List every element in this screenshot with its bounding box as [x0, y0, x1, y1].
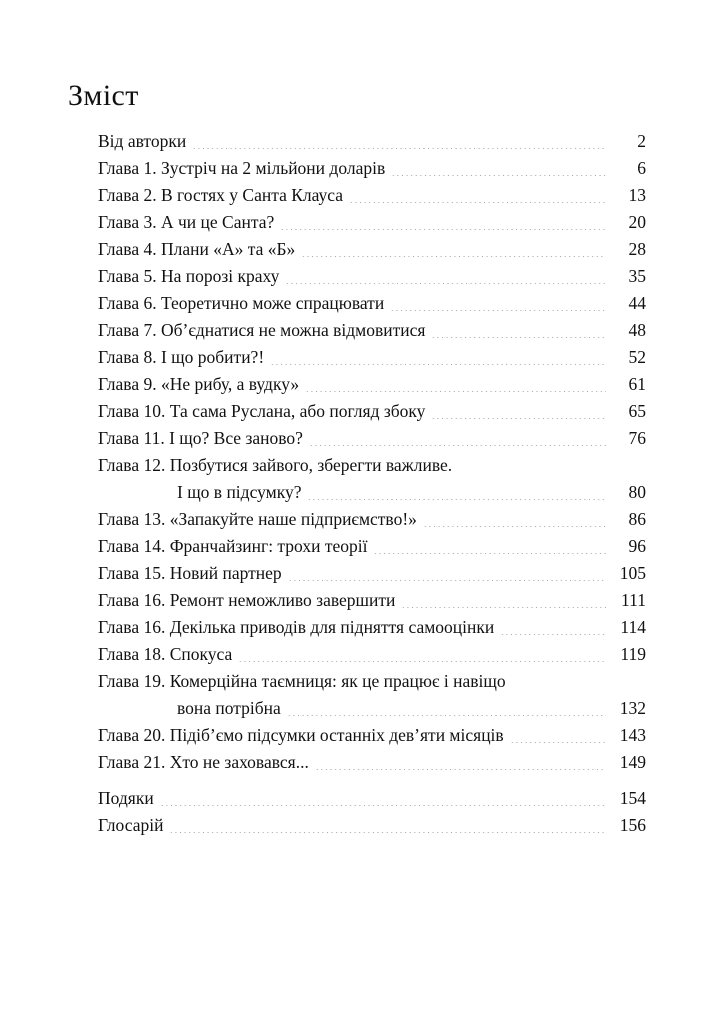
toc-page-number: 61: [628, 374, 646, 394]
dot-leader: [401, 607, 606, 608]
dot-leader: [391, 175, 606, 176]
toc-entry-line: [98, 155, 646, 182]
dot-leader: [160, 805, 606, 806]
toc-entry-title: Глава 5. На порозі краху: [98, 266, 280, 286]
toc-entry-line: [98, 290, 646, 317]
toc-entry[interactable]: [98, 812, 646, 839]
dot-leader: [301, 256, 606, 257]
toc-page-number: 96: [628, 536, 646, 556]
toc-entry-title: Подяки: [98, 788, 154, 808]
dot-leader: [500, 634, 606, 635]
toc-entry-line: [98, 506, 646, 533]
toc-page-number: 28: [628, 239, 646, 259]
toc-entry-title: Глава 9. «Не рибу, а вудку»: [98, 374, 300, 394]
toc-entry-line: [98, 560, 646, 587]
toc-entry-line: [98, 587, 646, 614]
toc-entry-line: [98, 209, 646, 236]
dot-leader: [510, 742, 606, 743]
toc-entry[interactable]: [98, 785, 646, 812]
dot-leader: [288, 580, 606, 581]
toc-entry-title: Глава 13. «Запакуйте наше підприємство!»: [98, 509, 417, 529]
toc-page-number: 114: [620, 617, 646, 637]
toc-entry-title: Глава 3. А чи це Санта?: [98, 212, 275, 232]
toc-entry-title: Глава 16. Ремонт неможливо завершити: [98, 590, 396, 610]
toc-entry-line: [98, 182, 646, 209]
toc-entry-line: [98, 668, 646, 695]
toc-entry-line: [98, 641, 646, 668]
toc-entry[interactable]: [98, 749, 646, 776]
dot-leader: [431, 418, 606, 419]
toc-entry[interactable]: [98, 209, 646, 236]
toc-entry-title: Глава 18. Спокуса: [98, 644, 233, 664]
dot-leader: [309, 445, 606, 446]
toc-entry-list: [98, 128, 646, 839]
toc-entry-line: [98, 812, 646, 839]
toc-page-number: 6: [637, 158, 646, 178]
dot-leader: [423, 526, 606, 527]
toc-entry-title: Глава 10. Та сама Руслана, або погляд збоку: [98, 401, 426, 421]
toc-page-number: 86: [628, 509, 646, 529]
toc-page-number: 52: [628, 347, 646, 367]
toc-page-number: 111: [621, 590, 646, 610]
toc-entry-title: Глава 7. Об’єднатися не можна відмовитися: [98, 320, 426, 340]
toc-page-number: 76: [628, 428, 646, 448]
toc-entry-line: [98, 344, 646, 371]
toc-page-number: 119: [620, 644, 646, 664]
toc-entry-title: Глава 11. І що? Все заново?: [98, 428, 303, 448]
dot-leader: [307, 499, 606, 500]
dot-leader: [349, 202, 606, 203]
dot-leader: [305, 391, 606, 392]
dot-leader: [390, 310, 606, 311]
toc-entry-line: [98, 317, 646, 344]
toc-entry[interactable]: [98, 182, 646, 209]
toc-entry-title: Глава 14. Франчайзинг: трохи теорії: [98, 536, 368, 556]
toc-entry-title: Глава 16. Декілька приводів для підняття самооцінки: [98, 617, 495, 637]
toc-page-number: 105: [619, 563, 646, 583]
toc-entry[interactable]: [98, 641, 646, 668]
toc-entry-title: Глава 15. Новий партнер: [98, 563, 282, 583]
toc-entry[interactable]: [98, 533, 646, 560]
toc-entry[interactable]: [98, 614, 646, 641]
toc-entry-line: [98, 452, 646, 479]
toc-entry-title: Глава 4. Плани «А» та «Б»: [98, 239, 296, 259]
toc-entry[interactable]: [98, 722, 646, 749]
toc-entry-title: Глава 2. В гостях у Санта Клауса: [98, 185, 344, 205]
dot-leader: [280, 229, 606, 230]
toc-entry[interactable]: [98, 344, 646, 371]
toc-entry[interactable]: [98, 128, 646, 155]
toc-entry-title: Глава 8. І що робити?!: [98, 347, 265, 367]
dot-leader: [458, 472, 606, 473]
toc-entry-title: Глосарій: [98, 815, 164, 835]
toc-page-number: 65: [628, 401, 646, 421]
toc-page-number: 13: [628, 185, 646, 205]
toc-entry[interactable]: [98, 452, 646, 506]
dot-leader: [431, 337, 606, 338]
toc-entry-line: [98, 425, 646, 452]
dot-leader: [238, 661, 606, 662]
toc-entry-line: [98, 263, 646, 290]
toc-page-number: 143: [619, 725, 646, 745]
toc-entry-continuation-line: [98, 695, 646, 722]
toc-entry[interactable]: [98, 587, 646, 614]
toc-entry-title: Глава 12. Позбутися зайвого, зберегти важливе.: [98, 455, 453, 475]
toc-entry[interactable]: [98, 425, 646, 452]
toc-entry[interactable]: [98, 290, 646, 317]
toc-entry[interactable]: [98, 398, 646, 425]
toc-entry[interactable]: [98, 506, 646, 533]
toc-page-number: 35: [628, 266, 646, 286]
toc-entry-title: Глава 19. Комерційна таємниця: як це працює і навіщо: [98, 671, 506, 691]
dot-leader: [192, 148, 606, 149]
toc-entry-line: [98, 722, 646, 749]
toc-entry-continuation-line: [98, 479, 646, 506]
toc-entry-line: [98, 785, 646, 812]
toc-entry[interactable]: [98, 263, 646, 290]
toc-entry-title: Глава 21. Хто не заховався...: [98, 752, 309, 772]
toc-entry[interactable]: [98, 155, 646, 182]
toc-entry-line: [98, 398, 646, 425]
toc-page-number: 156: [619, 815, 646, 835]
dot-leader: [270, 364, 606, 365]
toc-entry-title: Глава 1. Зустріч на 2 мільйони доларів: [98, 158, 386, 178]
page-title: Зміст: [68, 79, 139, 112]
toc-page-number: 48: [628, 320, 646, 340]
toc-entry-title: Від авторки: [98, 131, 187, 151]
toc-entry-title: вона потрібна: [177, 698, 281, 718]
toc-entry-title: Глава 20. Підіб’ємо підсумки останніх дев’яти місяців: [98, 725, 504, 745]
toc-entry-line: [98, 614, 646, 641]
toc-entry-line: [98, 371, 646, 398]
dot-leader: [373, 553, 606, 554]
toc-page-number: 2: [637, 131, 646, 151]
toc-entry[interactable]: [98, 668, 646, 722]
toc-entry[interactable]: [98, 560, 646, 587]
toc-entry[interactable]: [98, 236, 646, 263]
dot-leader: [287, 715, 606, 716]
dot-leader: [285, 283, 606, 284]
toc-page-number: 80: [628, 482, 646, 502]
toc-page-number: 44: [628, 293, 646, 313]
dot-leader: [512, 688, 606, 689]
toc-page-number: 149: [619, 752, 646, 772]
toc-page-number: 154: [619, 788, 646, 808]
toc-entry-line: [98, 533, 646, 560]
toc-entry-line: [98, 236, 646, 263]
dot-leader: [315, 769, 606, 770]
toc-page-number: 132: [619, 698, 646, 718]
toc-entry[interactable]: [98, 371, 646, 398]
toc-entry-line: [98, 749, 646, 776]
toc-entry-title: Глава 6. Теоретично може спрацювати: [98, 293, 385, 313]
toc-page-number: 20: [628, 212, 646, 232]
toc-entry-title: І що в підсумку?: [177, 482, 302, 502]
toc-entry[interactable]: [98, 317, 646, 344]
dot-leader: [169, 832, 606, 833]
toc-entry-line: [98, 128, 646, 155]
